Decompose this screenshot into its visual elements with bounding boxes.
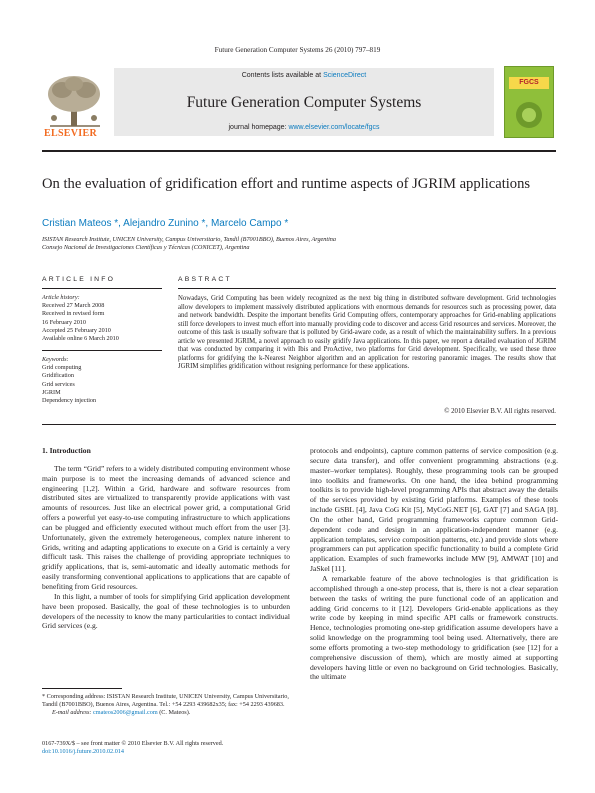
history-entry: Received 27 March 2008 xyxy=(42,302,105,310)
corresponding-address: * Corresponding address: ISISTAN Research Institute, UNICEN University, Campus Universitario, Tandil (B7001BBO), Buenos Aires, Argentina. Tel.: +54 2293 439682x35; fax: +54 2293 439683. xyxy=(42,693,289,708)
publisher-name: ELSEVIER xyxy=(44,128,97,139)
section-heading: 1. Introduction xyxy=(42,446,91,455)
history-entry: Received in revised form xyxy=(42,310,105,318)
doi-link[interactable]: doi:10.1016/j.future.2010.02.014 xyxy=(42,748,124,755)
history-entry: Accepted 25 February 2010 xyxy=(42,326,111,334)
journal-masthead xyxy=(42,66,556,146)
abstract-copyright: © 2010 Elsevier B.V. All rights reserved. xyxy=(444,408,556,415)
abstract-rule xyxy=(178,288,556,289)
email-line xyxy=(42,709,290,717)
body-paragraph: In this light, a number of tools for simplifying Grid application development have been proposed. Basically, the goal of these technologies is to unburden developers of the necessity to know the many particularities to contact individual Grid services (e.g. xyxy=(42,591,290,631)
author-list[interactable]: Cristian Mateos *, Alejandro Zunino *, Marcelo Campo * xyxy=(42,218,289,229)
homepage-line xyxy=(114,124,494,131)
keyword: Grid computing xyxy=(42,364,82,372)
keywords xyxy=(42,356,162,405)
keyword: Gridification xyxy=(42,372,74,380)
abstract-bottom-rule xyxy=(42,424,556,425)
email-label: E-mail address: xyxy=(52,708,94,716)
history-label: Article history: xyxy=(42,294,80,301)
masthead-rule xyxy=(42,150,556,152)
contents-line xyxy=(114,72,494,79)
article-history xyxy=(42,294,162,343)
history-entry: Available online 6 March 2010 xyxy=(42,335,119,343)
footnote xyxy=(42,693,290,716)
email-link[interactable]: cmateos2006@gmail.com xyxy=(93,708,158,716)
body-paragraph: protocols and endpoints), capture common patterns of service composition (e.g. secure data transfer), and offer convenient programming abstractions (e.g. master–worker templates). Roughly, these programming tools can be grouped into toolkits and frameworks. On one hand, the idea behind programming toolkits is to provide high-level programming APIs that abstract away the details of the services provided by existing Grid platforms. Examples of these tools include GSBL [4], Java CoG Kit [5], MyCoG.NET [6], GAT [7] and SAGA [8]. On the other hand, Grid programming frameworks capture common Grid-dependent code and design in an application-independent manner (e.g. application templates, service composition patterns, etc.) and provide slots where programmers can put application specific functionality to build a complete Grid application. Examples of such frameworks include MW [9], AMWAT [10] and JaSkel [11]. xyxy=(310,446,558,574)
journal-cover-image xyxy=(504,66,554,138)
contents-prefix: Contents lists available at xyxy=(241,72,324,79)
cover-artwork xyxy=(505,95,553,135)
body-paragraph: A remarkable feature of the above technologies is that gridification is accomplished through a one-step process, that is, there is not a clear separation between the tasks of writing the pure functional code of an application and adding Grid concerns to it [12]. Developers Grid-enable applications as they write code by keeping in mind specific API calls or framework constructs. Hence, technologies promoting one-step gridification assume developers have a solid knowledge on the programming tool being used. Alternatively, there are some efforts promoting a two-step methodology to gridification (see [12] for a comprehensive discussion of them), which are mostly aimed at supporting developers having little or even no background on Grid technologies. Basically, the ultimate xyxy=(310,573,558,682)
sciencedirect-link[interactable]: ScienceDirect xyxy=(323,72,367,79)
affiliation-1: ISISTAN Research Institute, UNICEN University, Campus Universitario, Tandil (B7001BBO), Buenos Aires, Argentina xyxy=(42,236,336,243)
running-head: Future Generation Computer Systems 26 (2010) 797–819 xyxy=(214,46,381,54)
homepage-prefix: journal homepage: xyxy=(228,124,289,131)
keyword: Dependency injection xyxy=(42,397,97,405)
abstract-heading: ABSTRACT xyxy=(178,276,232,283)
article-title: On the evaluation of gridification effort and runtime aspects of JGRIM applications xyxy=(42,176,531,192)
keyword: Grid services xyxy=(42,380,75,388)
issn-line: 0167-739X/$ – see front matter © 2010 Elsevier B.V. All rights reserved. xyxy=(42,740,224,747)
affiliation-2: Consejo Nacional de Investigaciones Científicas y Técnicas (CONICET), Argentina xyxy=(42,244,250,251)
article-info-heading: ARTICLE INFO xyxy=(42,276,116,283)
journal-homepage-link[interactable]: www.elsevier.com/locate/fgcs xyxy=(288,124,380,131)
body-paragraph: The term “Grid” refers to a widely distributed computing environment whose main purpose is to meet the increasing demands of advanced science and engineering [1,2]. Within a Grid, hardware and software resources from distributed sites are virtualized to transparently provide applications with vast amounts of resources. Just like an electrical power grid, a computational Grid offers a powerful yet easy-to-use computing infrastructure to which applications can be plugged and efficiently executed without much effort from the user [3]. Unfortunately, given the extremely heterogeneous, complex nature inherent to Grids, writing and adapting applications to execute on a Grid is certainly a very difficult task. This raises the challenge of providing appropriate techniques to gridify applications, that is, semi-automatic and ideally automatic methods for easily transforming conventional applications to applications that are capable of benefiting from Grid resources. xyxy=(42,463,290,591)
keywords-rule xyxy=(42,350,162,351)
keyword: JGRIM xyxy=(42,388,61,396)
keywords-label: Keywords: xyxy=(42,356,69,363)
journal-title: Future Generation Computer Systems xyxy=(186,94,422,111)
abstract-text: Nowadays, Grid Computing has been widely recognized as the next big thing in distributed software development. Grid technologies allow developers to implement massively distributed applications with enormous demands for resources such as processing power, data and network bandwidth. Despite the important benefits Grid Computing offers, contemporary approaches for Grid-enabling applications still force developers to invest much effort into manually providing code to discover and access Grid resources and services. Moreover, the outcome of this task is usually software that is polluted by Grid-aware code, as a result of which the maintainability suffers. In a previous article we presented JGRIM, a novel approach to easily gridify Java applications. In this paper, we report a detailed evaluation of JGRIM that was conducted by comparing it with Ibis and ProActive, two platforms for Grid development. Specifically, we used these three platforms for gridifying the k-Nearest Neighbor algorithm and an application for restoring panoramic images. The results show that JGRIM simplifies gridification without resigning performance for these applications. xyxy=(178,295,556,371)
journal-band xyxy=(114,68,494,136)
cover-label: FGCS xyxy=(509,77,549,89)
history-entry: 16 February 2010 xyxy=(42,318,86,326)
body-column-left xyxy=(42,446,290,631)
imprint xyxy=(42,740,223,756)
article-info-rule xyxy=(42,288,162,289)
body-column-right xyxy=(310,446,558,682)
email-suffix: (C. Mateos). xyxy=(157,708,191,716)
footnote-rule xyxy=(42,688,122,689)
